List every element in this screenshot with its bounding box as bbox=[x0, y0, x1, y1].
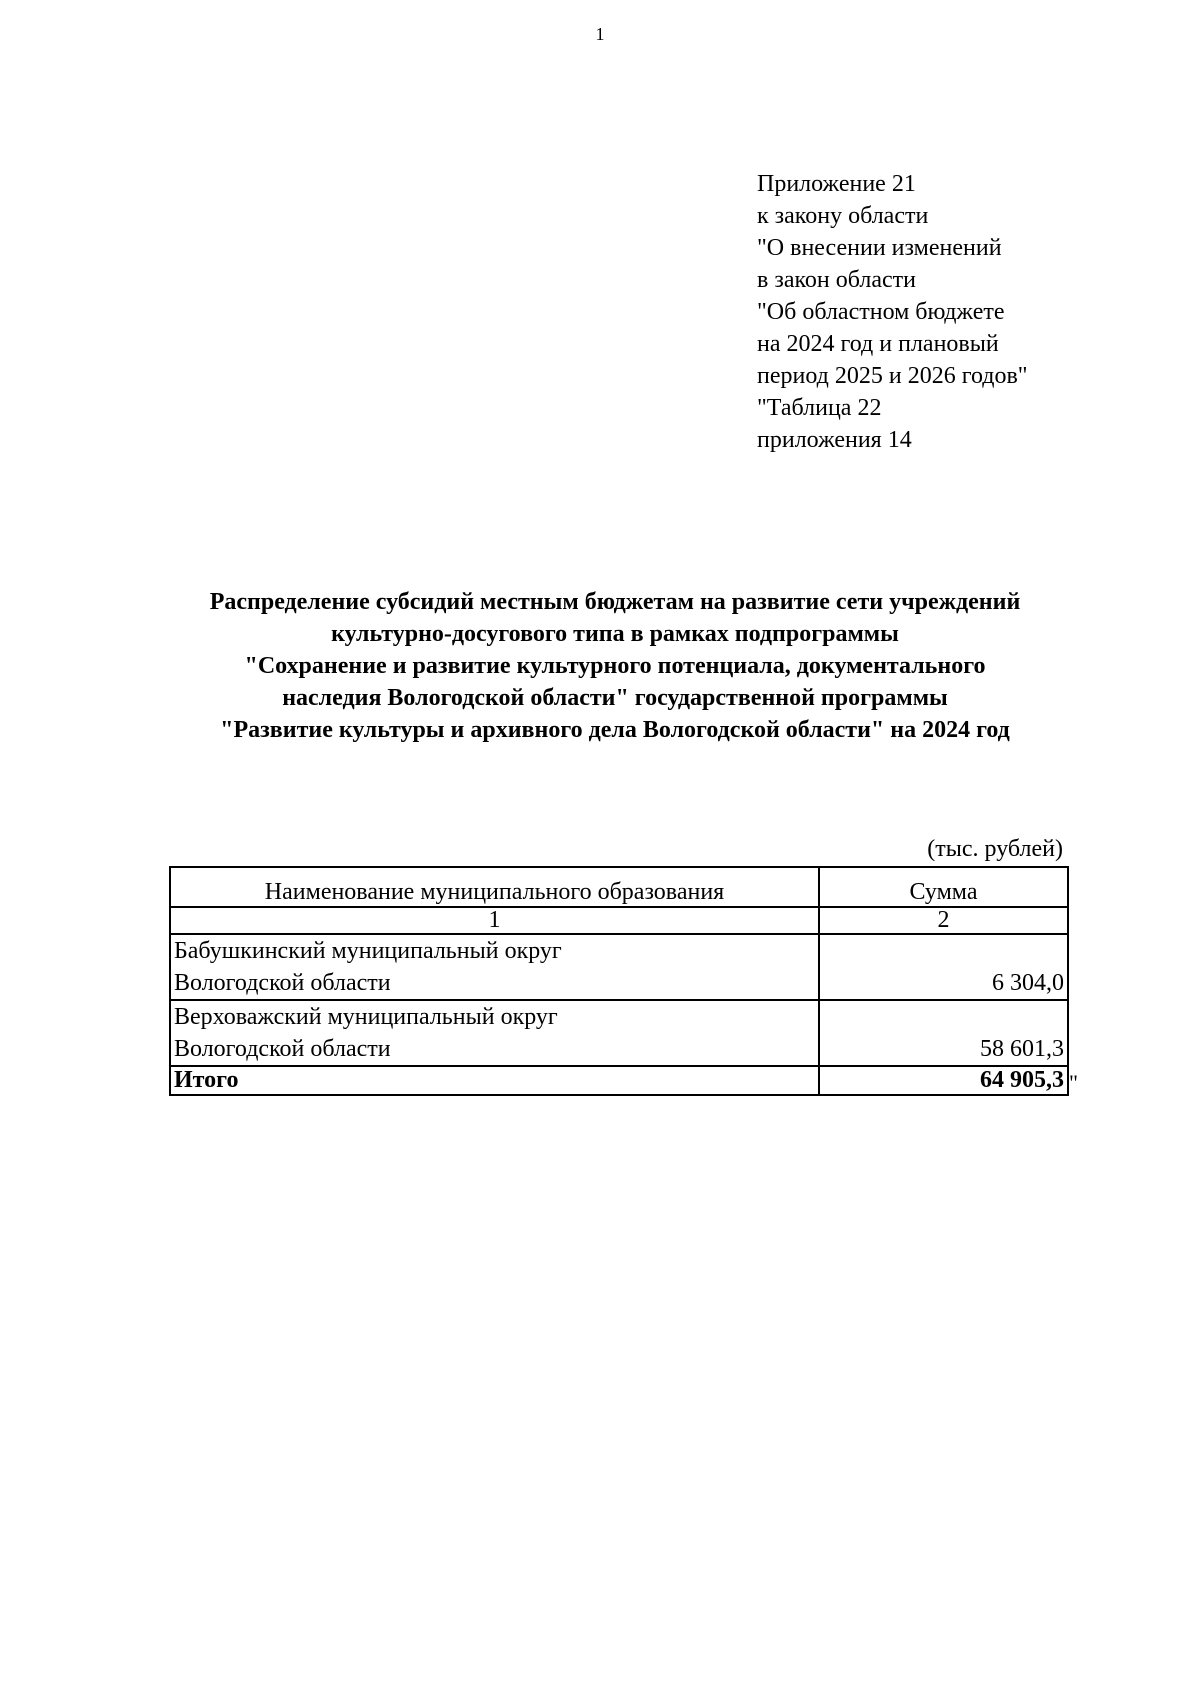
total-row bbox=[170, 1066, 1068, 1095]
closing-quote: " bbox=[1069, 1070, 1078, 1095]
municipality-name-line: Вологодской области bbox=[174, 1036, 391, 1062]
appendix-line: на 2024 год и плановый bbox=[757, 331, 999, 357]
column-number-row bbox=[170, 907, 1068, 934]
table-row bbox=[170, 934, 1068, 1000]
title-line: Распределение субсидий местным бюджетам на развитие сети учреждений bbox=[209, 589, 1021, 615]
units-label: (тыс. рублей) bbox=[927, 836, 1063, 862]
column-number: 1 bbox=[170, 907, 819, 934]
municipality-name bbox=[170, 1000, 819, 1066]
header-name: Наименование муниципального образования bbox=[170, 867, 819, 907]
municipality-name-line: Вологодской области bbox=[174, 970, 391, 996]
appendix-line: период 2025 и 2026 годов" bbox=[757, 363, 1028, 389]
appendix-line: к закону области bbox=[757, 203, 929, 229]
appendix-line: "Таблица 22 bbox=[757, 395, 882, 421]
municipality-sum: 58 601,3 bbox=[819, 1000, 1068, 1066]
title-line: "Сохранение и развитие культурного потенциала, документального bbox=[244, 653, 986, 679]
appendix-line: "О внесении изменений bbox=[757, 235, 1002, 261]
header-sum: Сумма bbox=[819, 867, 1068, 907]
column-number: 2 bbox=[819, 907, 1068, 934]
table-row bbox=[170, 1000, 1068, 1066]
appendix-line: "Об областном бюджете bbox=[757, 299, 1005, 325]
title-line: культурно-досугового типа в рамках подпрограммы bbox=[331, 621, 899, 647]
document-title bbox=[150, 586, 1080, 746]
appendix-line: Приложение 21 bbox=[757, 171, 916, 197]
title-line: "Развитие культуры и архивного дела Вологодской области" на 2024 год bbox=[220, 717, 1010, 743]
subsidy-table bbox=[169, 866, 1069, 1096]
total-sum: 64 905,3 bbox=[819, 1066, 1068, 1095]
appendix-block bbox=[757, 168, 1028, 456]
table-header-row bbox=[170, 867, 1068, 907]
municipality-name bbox=[170, 934, 819, 1000]
title-line: наследия Вологодской области" государственной программы bbox=[282, 685, 948, 711]
total-label: Итого bbox=[170, 1066, 819, 1095]
appendix-line: приложения 14 bbox=[757, 427, 912, 453]
municipality-name-line: Верховажский муниципальный округ bbox=[174, 1004, 558, 1030]
appendix-line: в закон области bbox=[757, 267, 916, 293]
municipality-name-line: Бабушкинский муниципальный округ bbox=[174, 938, 562, 964]
municipality-sum: 6 304,0 bbox=[819, 934, 1068, 1000]
page-number: 1 bbox=[595, 24, 605, 44]
